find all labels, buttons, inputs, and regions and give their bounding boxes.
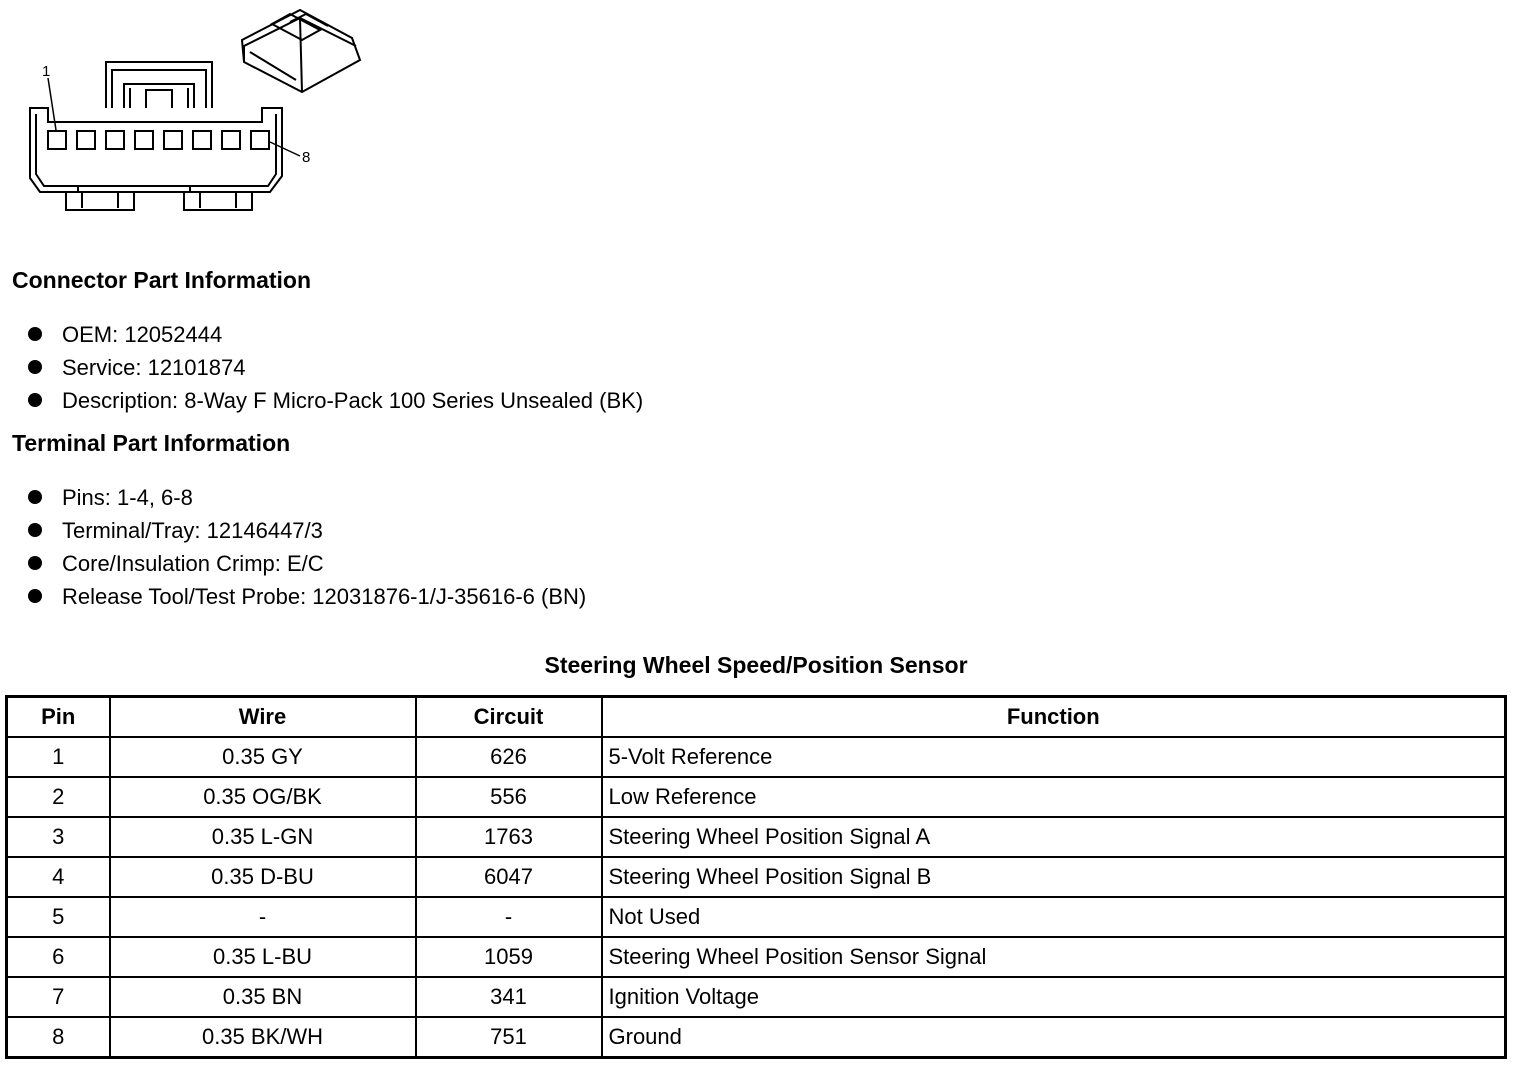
cell-pin: 6 <box>7 937 110 977</box>
cell-circuit: 341 <box>416 977 602 1017</box>
list-item <box>28 318 643 351</box>
cell-function: Low Reference <box>602 777 1506 817</box>
cell-pin: 8 <box>7 1017 110 1058</box>
connector-service: Service: 12101874 <box>62 355 246 380</box>
terminal-tray: Terminal/Tray: 12146447/3 <box>62 518 323 543</box>
cell-pin: 7 <box>7 977 110 1017</box>
bullet-icon <box>28 360 42 374</box>
cell-circuit: 556 <box>416 777 602 817</box>
pin-cavity-3 <box>106 131 124 149</box>
cell-circuit: 626 <box>416 737 602 777</box>
cell-pin: 2 <box>7 777 110 817</box>
list-item <box>28 547 586 580</box>
table-row <box>7 817 1506 857</box>
cell-function: Ignition Voltage <box>602 977 1506 1017</box>
header-circuit: Circuit <box>416 697 602 738</box>
table-row <box>7 777 1506 817</box>
table-title: Steering Wheel Speed/Position Sensor <box>544 652 968 678</box>
terminal-crimp: Core/Insulation Crimp: E/C <box>62 551 324 576</box>
table-row <box>7 937 1506 977</box>
cell-pin: 4 <box>7 857 110 897</box>
cell-wire: - <box>110 897 416 937</box>
connector-diagram <box>0 0 400 230</box>
cell-wire: 0.35 D-BU <box>110 857 416 897</box>
cell-pin: 5 <box>7 897 110 937</box>
connector-oem: OEM: 12052444 <box>62 322 223 347</box>
bullet-icon <box>28 490 42 504</box>
connector-info-list <box>28 318 643 417</box>
connector-section-title: Connector Part Information <box>12 267 312 293</box>
connector-isometric-view <box>242 10 360 92</box>
cell-circuit: 6047 <box>416 857 602 897</box>
bullet-icon <box>28 556 42 570</box>
cell-function: Steering Wheel Position Signal B <box>602 857 1506 897</box>
table-row <box>7 977 1506 1017</box>
connector-description: Description: 8-Way F Micro-Pack 100 Series Unsealed (BK) <box>62 388 644 413</box>
list-item <box>28 514 586 547</box>
header-pin: Pin <box>7 697 110 738</box>
cell-function: Steering Wheel Position Signal A <box>602 817 1506 857</box>
terminal-section-title: Terminal Part Information <box>12 430 291 456</box>
cell-wire: 0.35 BK/WH <box>110 1017 416 1058</box>
table-row <box>7 1017 1506 1058</box>
cell-wire: 0.35 OG/BK <box>110 777 416 817</box>
header-function: Function <box>602 697 1506 738</box>
bullet-icon <box>28 589 42 603</box>
cell-function: Steering Wheel Position Sensor Signal <box>602 937 1506 977</box>
cell-circuit: - <box>416 897 602 937</box>
header-wire: Wire <box>110 697 416 738</box>
bullet-icon <box>28 327 42 341</box>
cell-function: Ground <box>602 1017 1506 1058</box>
cell-circuit: 1059 <box>416 937 602 977</box>
cell-pin: 1 <box>7 737 110 777</box>
list-item <box>28 351 643 384</box>
terminal-release-tool: Release Tool/Test Probe: 12031876-1/J-35616-6 (BN) <box>62 584 587 609</box>
pinout-table <box>5 695 1507 1059</box>
table-header-row <box>7 697 1506 738</box>
bullet-icon <box>28 523 42 537</box>
cell-wire: 0.35 L-GN <box>110 817 416 857</box>
pin-cavity-8 <box>251 131 269 149</box>
pin-label-first: 1 <box>42 63 51 80</box>
table-row <box>7 857 1506 897</box>
cell-wire: 0.35 L-BU <box>110 937 416 977</box>
terminal-info-list <box>28 481 586 613</box>
cell-function: Not Used <box>602 897 1506 937</box>
pin-label-last: 8 <box>302 149 311 166</box>
pin-cavity-5 <box>164 131 182 149</box>
list-item <box>28 384 643 417</box>
cell-function: 5-Volt Reference <box>602 737 1506 777</box>
cell-circuit: 751 <box>416 1017 602 1058</box>
cell-wire: 0.35 GY <box>110 737 416 777</box>
pin-cavity-1 <box>48 131 66 149</box>
connector-front-view <box>30 62 300 210</box>
list-item <box>28 580 586 613</box>
pin-cavity-4 <box>135 131 153 149</box>
table-row <box>7 737 1506 777</box>
list-item <box>28 481 586 514</box>
cell-circuit: 1763 <box>416 817 602 857</box>
pin-cavity-7 <box>222 131 240 149</box>
terminal-pins: Pins: 1-4, 6-8 <box>62 485 193 510</box>
pin-cavity-6 <box>193 131 211 149</box>
bullet-icon <box>28 393 42 407</box>
cell-pin: 3 <box>7 817 110 857</box>
cell-wire: 0.35 BN <box>110 977 416 1017</box>
pin-cavity-2 <box>77 131 95 149</box>
table-row <box>7 897 1506 937</box>
